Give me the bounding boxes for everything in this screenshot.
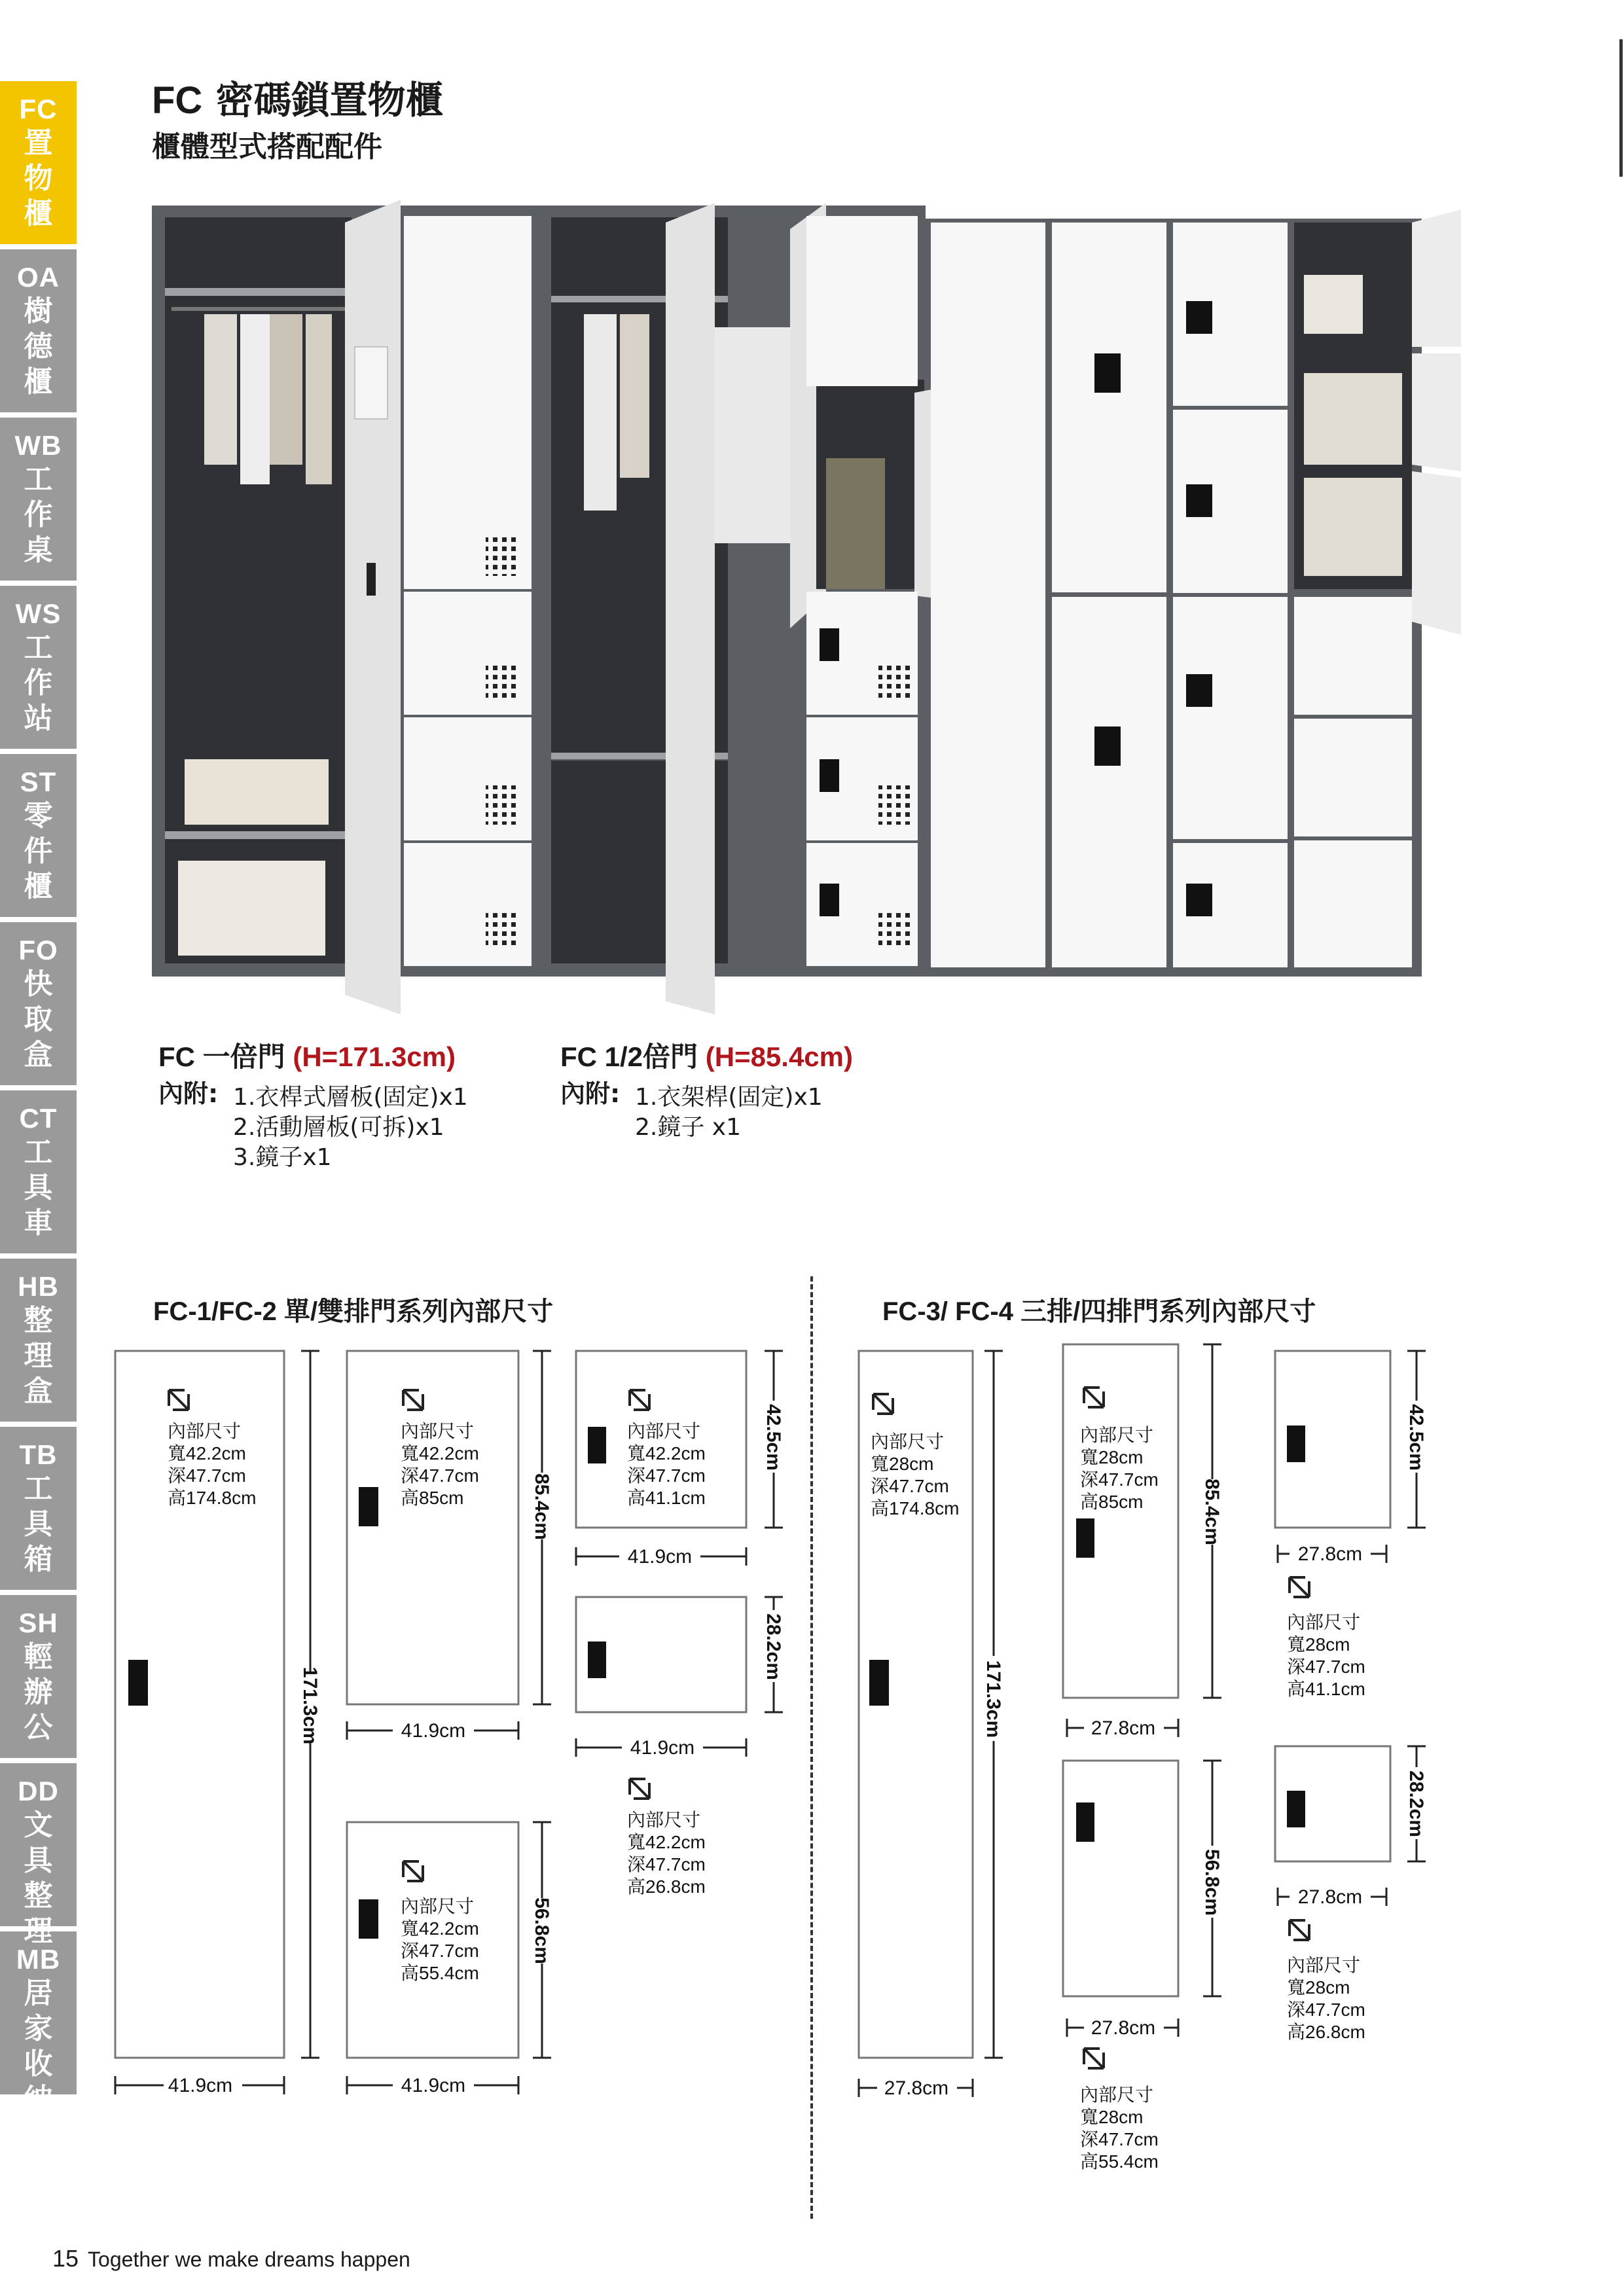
sidebar-item-fo[interactable]: FO 快取盒 xyxy=(0,922,77,1090)
fc3-half-inner-label: 內部尺寸 xyxy=(1080,1425,1154,1445)
sidebar-item-st[interactable]: ST 零件櫃 xyxy=(0,754,77,922)
fc3-third-depth: 深47.7cm xyxy=(1080,2129,1159,2149)
fc4-quarter-inner-label: 內部尺寸 xyxy=(1287,1612,1361,1632)
fc2-half-height: 高85cm xyxy=(401,1488,464,1508)
fc2-third-height: 高55.4cm xyxy=(401,1963,479,1983)
fc4-quarter-depth: 深47.7cm xyxy=(1287,1657,1365,1677)
fc4-quarter-width-label: 27.8cm xyxy=(1297,1543,1363,1565)
fc3-full-inner-label: 內部尺寸 xyxy=(871,1431,945,1452)
fc3-third-height-label: 56.8cm xyxy=(1201,1849,1223,1916)
fc2-quarter-height-label: 42.5cm xyxy=(763,1404,784,1471)
fc3-full-width: 寬28cm xyxy=(871,1454,934,1474)
fc4-small-height: 高26.8cm xyxy=(1287,2022,1365,2042)
fc2-third-depth: 深47.7cm xyxy=(401,1941,479,1961)
fc3-third-width-label: 27.8cm xyxy=(1091,2017,1156,2039)
fc4-small-inner-label: 內部尺寸 xyxy=(1287,1955,1361,1975)
caption-half-item-2: 2.鏡子 x1 xyxy=(635,1114,742,1141)
fc2-small-height-label: 28.2cm xyxy=(763,1613,784,1680)
sidebar-item-sh[interactable]: SH 輕辦公 xyxy=(0,1595,77,1763)
sidebar-item-tb[interactable]: TB 工具箱 xyxy=(0,1427,77,1595)
caption-half-door-label: 內附: xyxy=(560,1079,621,1108)
fc2-quarter-width: 寬42.2cm xyxy=(627,1443,706,1463)
fc3-half-height: 高85cm xyxy=(1080,1492,1144,1512)
caption-half-door-title: FC 1/2倍門 (H=85.4cm) xyxy=(560,1041,853,1072)
fc2-small-inner-label: 內部尺寸 xyxy=(627,1810,701,1830)
fc2-small-depth: 深47.7cm xyxy=(627,1854,706,1874)
fc2-third-width-label: 41.9cm xyxy=(401,2075,466,2096)
sidebar-item-dd[interactable]: DD 文具整理 xyxy=(0,1763,77,1931)
fc4-small-height-label: 28.2cm xyxy=(1405,1770,1427,1837)
caption-full-door-title: FC 一倍門 (H=171.3cm) xyxy=(158,1041,456,1072)
fc4-small-width-label: 27.8cm xyxy=(1297,1886,1363,1908)
caption-half-item-1: 1.衣架桿(固定)x1 xyxy=(635,1084,823,1111)
sidebar-item-hb[interactable]: HB 整理盒 xyxy=(0,1259,77,1427)
fc1-width-label: 41.9cm xyxy=(168,2075,233,2096)
sidebar-item-ct[interactable]: CT 工具車 xyxy=(0,1090,77,1259)
fc2-third-inner-label: 內部尺寸 xyxy=(401,1896,475,1916)
section-title-fc3-fc4: FC-3/ FC-4 三排/四排門系列內部尺寸 xyxy=(882,1297,1316,1326)
section-title-fc1-fc2: FC-1/FC-2 單/雙排門系列內部尺寸 xyxy=(153,1297,554,1326)
fc1-height-label: 171.3cm xyxy=(299,1666,321,1745)
fc3-half-height-label: 85.4cm xyxy=(1201,1479,1223,1545)
fc3-full-height-label: 171.3cm xyxy=(983,1660,1004,1738)
sidebar-item-wb[interactable]: WB 工作桌 xyxy=(0,418,77,586)
fc3-half-width-label: 27.8cm xyxy=(1091,1717,1156,1739)
page-title: FC 密碼鎖置物櫃 xyxy=(152,78,444,122)
fc2-quarter-height: 高41.1cm xyxy=(627,1488,706,1508)
fc4-small-depth: 深47.7cm xyxy=(1287,2000,1365,2020)
fc2-half-width: 寬42.2cm xyxy=(401,1443,479,1463)
fc2-small-width: 寬42.2cm xyxy=(627,1832,706,1852)
fc2-half-depth: 深47.7cm xyxy=(401,1465,479,1486)
fc3-third-width: 寬28cm xyxy=(1080,2107,1144,2127)
page-footer: 15 Together we make dreams happen xyxy=(52,2245,410,2272)
fc3-full-height: 高174.8cm xyxy=(871,1498,960,1518)
fc3-full-depth: 深47.7cm xyxy=(871,1476,949,1496)
sidebar-item-mb[interactable]: MB 居家收納 xyxy=(0,1931,77,2100)
caption-full-item-3: 3.鏡子x1 xyxy=(233,1144,332,1171)
fc2-third-height-label: 56.8cm xyxy=(531,1897,552,1964)
fc1-full-width: 寬42.2cm xyxy=(168,1443,246,1463)
fc4-quarter-width: 寬28cm xyxy=(1287,1634,1350,1655)
fc3-third-inner-label: 內部尺寸 xyxy=(1080,2085,1154,2105)
fc3-half-width: 寬28cm xyxy=(1080,1447,1144,1467)
fc4-quarter-height-label: 42.5cm xyxy=(1405,1404,1427,1471)
fc2-half-width-label: 41.9cm xyxy=(401,1720,466,1742)
fc2-quarter-width-label: 41.9cm xyxy=(627,1546,693,1568)
caption-full-item-1: 1.衣桿式層板(固定)x1 xyxy=(233,1084,468,1111)
caption-full-door-label: 內附: xyxy=(158,1079,219,1108)
page-subtitle: 櫃體型式搭配配件 xyxy=(152,130,382,164)
fc3-full-width-label: 27.8cm xyxy=(884,2077,949,2099)
sidebar-item-oa[interactable]: OA 樹德櫃 xyxy=(0,249,77,418)
fc4-small-width: 寬28cm xyxy=(1287,1977,1350,1998)
fc3-third-height: 高55.4cm xyxy=(1080,2151,1159,2172)
sidebar-item-fc[interactable]: FC 置物櫃 xyxy=(0,81,77,249)
fc1-full-height: 高174.8cm xyxy=(168,1488,257,1508)
fc1-full-inner-label: 內部尺寸 xyxy=(168,1421,242,1441)
fc4-quarter-height: 高41.1cm xyxy=(1287,1679,1365,1699)
caption-full-item-2: 2.活動層板(可拆)x1 xyxy=(233,1114,444,1141)
fc3-half-depth: 深47.7cm xyxy=(1080,1469,1159,1490)
fc2-quarter-inner-label: 內部尺寸 xyxy=(627,1421,701,1441)
sidebar-item-ws[interactable]: WS 工作站 xyxy=(0,586,77,754)
fc2-small-height: 高26.8cm xyxy=(627,1876,706,1897)
fc2-half-height-label: 85.4cm xyxy=(531,1473,552,1540)
fc2-quarter-depth: 深47.7cm xyxy=(627,1465,706,1486)
fc2-half-inner-label: 內部尺寸 xyxy=(401,1421,475,1441)
fc2-small-width-label: 41.9cm xyxy=(630,1737,695,1759)
fc1-full-depth: 深47.7cm xyxy=(168,1465,246,1486)
fc2-third-width: 寬42.2cm xyxy=(401,1918,479,1939)
